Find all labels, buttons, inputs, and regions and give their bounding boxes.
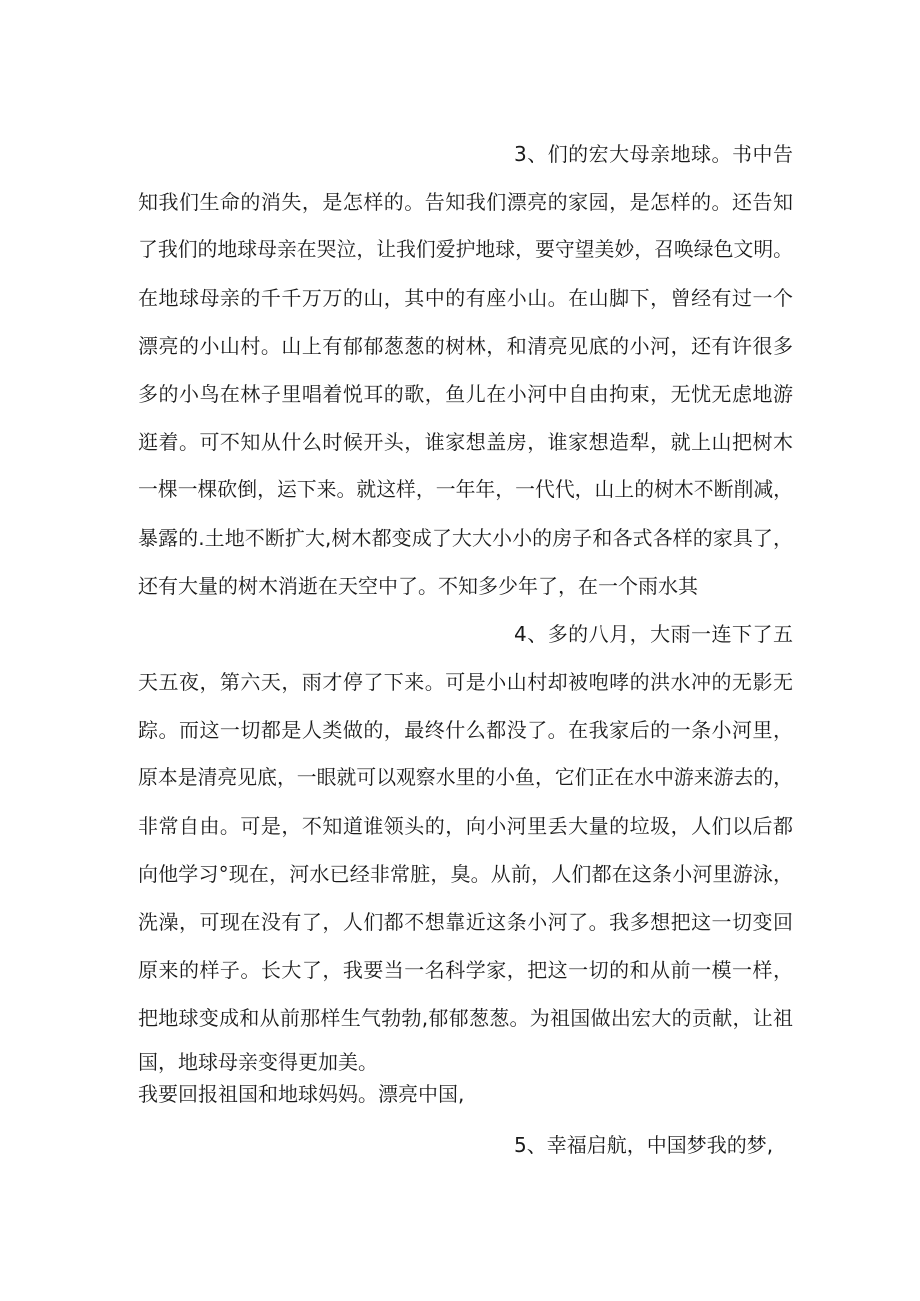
text-line: 把地球变成和从前那样生气勃勃,郁郁葱葱。为祖国做出宏大的贡献，让祖 [138, 1006, 793, 1030]
paragraph-4-heading-line: 4、多的八月，大雨一连下了五 [514, 622, 793, 646]
text-line: 暴露的.土地不断扩大,树木都变成了大大小小的房子和各式各样的家具了， [138, 526, 793, 550]
text-line: 国，地球母亲变得更加美。 [138, 1050, 378, 1074]
text-line: 原本是清亮见底，一眼就可以观察水里的小鱼，它们正在水中游来游去的， [138, 766, 793, 789]
text-line: 了我们的地球母亲在哭泣，让我们爱护地球，要守望美妙，召唤绿色文明。 [138, 238, 793, 261]
text-line: 天五夜，第六天，雨才停了下来。可是小山村却被咆哮的洪水冲的无影无 [138, 670, 793, 694]
paragraph-5-heading-line: 5、幸福启航，中国梦我的梦, [514, 1133, 774, 1157]
text-line: 还有大量的树木消逝在天空中了。不知多少年了，在一个雨水其 [138, 574, 698, 598]
text-line: 漂亮的小山村。山上有郁郁葱葱的树林，和清亮见底的小河，还有许很多 [138, 334, 793, 358]
text-line: 我要回报祖国和地球妈妈。漂亮中国, [138, 1082, 465, 1106]
text-line: 原来的样子。长大了，我要当一名科学家，把这一切的和从前一模一样， [138, 958, 793, 982]
text-line: 多的小鸟在林子里唱着悦耳的歌，鱼儿在小河中自由拘束，无忧无虑地游 [138, 382, 793, 406]
text-line: 知我们生命的消失，是怎样的。告知我们漂亮的家园，是怎样的。还告知 [138, 190, 793, 214]
text-line: 一棵一棵砍倒，运下来。就这样，一年年，一代代，山上的树木不断削减， [138, 478, 793, 501]
text-line: 洗澡，可现在没有了，人们都不想靠近这条小河了。我多想把这一切变回 [138, 910, 793, 934]
text-line: 向他学习°现在，河水已经非常脏，臭。从前，人们都在这条小河里游泳， [138, 862, 793, 886]
text-line: 踪。而这一切都是人类做的，最终什么都没了。在我家后的一条小河里， [138, 718, 793, 742]
text-line: 逛着。可不知从什么时候开头，谁家想盖房，谁家想造犁，就上山把树木 [138, 430, 793, 454]
text-line: 非常自由。可是，不知道谁领头的，向小河里丢大量的垃圾，人们以后都 [138, 814, 793, 838]
paragraph-3-heading-line: 3、们的宏大母亲地球。书中告 [514, 142, 793, 166]
text-line: 在地球母亲的千千万万的山，其中的有座小山。在山脚下，曾经有过一个 [138, 286, 793, 310]
